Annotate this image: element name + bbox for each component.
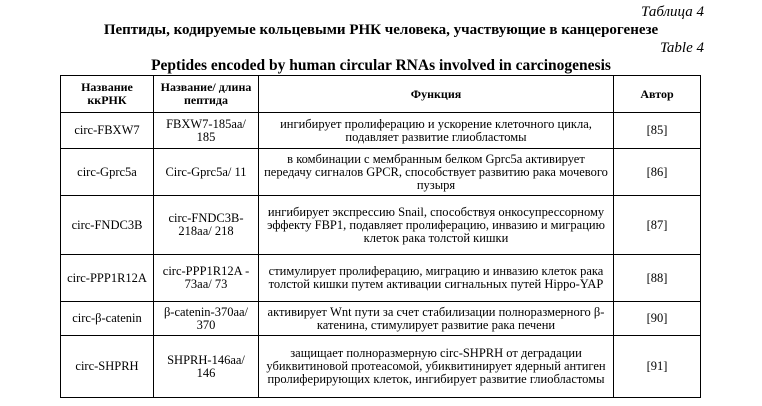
- table-label-en: Table 4: [659, 40, 704, 56]
- table-row: [61, 255, 701, 302]
- cell-name: circ-PPP1R12A: [61, 255, 154, 302]
- cell-name: circ-SHPRH: [61, 336, 154, 398]
- table-label-ru: Таблица 4: [641, 4, 704, 20]
- cell-peptide: circ-FNDC3B-218aa/ 218: [154, 196, 259, 255]
- cell-name: circ-Gprc5a: [61, 149, 154, 196]
- table-row: [61, 196, 701, 255]
- table-row: [61, 302, 701, 336]
- cell-author: [87]: [614, 196, 701, 255]
- cell-author: [85]: [614, 113, 701, 149]
- cell-author: [88]: [614, 255, 701, 302]
- cell-function: ингибирует экспрессию Snail, способствуя онкосупрессорному эффекту FBP1, подавляет пролиферацию, инвазию и миграцию клеток рака толстой кишки: [259, 196, 614, 255]
- cell-name: circ-β-catenin: [61, 302, 154, 336]
- cell-peptide: FBXW7-185aa/ 185: [154, 113, 259, 149]
- table-row: [61, 149, 701, 196]
- cell-name: circ-FBXW7: [61, 113, 154, 149]
- cell-peptide: β-catenin-370aa/ 370: [154, 302, 259, 336]
- header-function: Функция: [259, 76, 614, 113]
- header-name: Название ккРНК: [61, 76, 154, 113]
- cell-author: [90]: [614, 302, 701, 336]
- cell-author: [86]: [614, 149, 701, 196]
- header-author: Автор: [614, 76, 701, 113]
- cell-author: [91]: [614, 336, 701, 398]
- table-title-ru: Пептиды, кодируемые кольцевыми РНК человека, участвующие в канцерогенезе: [103, 22, 659, 38]
- table-row: [61, 336, 701, 398]
- cell-function: стимулирует пролиферацию, миграцию и инвазию клеток рака толстой кишки путем активации сигнальных путей Hippo-YAP: [259, 255, 614, 302]
- table-row: [61, 113, 701, 149]
- cell-function: ингибирует пролиферацию и ускорение клеточного цикла, подавляет развитие глиобластомы: [259, 113, 614, 149]
- cell-name: circ-FNDC3B: [61, 196, 154, 255]
- table-header-row: [61, 76, 701, 113]
- peptides-table: [60, 75, 701, 398]
- cell-peptide: circ-PPP1R12A - 73aa/ 73: [154, 255, 259, 302]
- table-title-en: Peptides encoded by human circular RNAs involved in carcinogenesis: [151, 57, 611, 74]
- cell-function: активирует Wnt пути за счет стабилизации полноразмерного β-катенина, стимулирует развитие рака печени: [259, 302, 614, 336]
- cell-function: защищает полноразмерную circ-SHPRH от деградации убиквитиновой протеасомой, убиквитинирует ядерный антиген пролиферирующих клеток, ингибирует развитие глиобластомы: [259, 336, 614, 398]
- cell-peptide: Circ-Gprc5a/ 11: [154, 149, 259, 196]
- header-peptide: Название/ длина пептида: [154, 76, 259, 113]
- cell-peptide: SHPRH-146aa/ 146: [154, 336, 259, 398]
- cell-function: в комбинации с мембранным белком Gprc5a активирует передачу сигналов GPCR, способствует развитию рака мочевого пузыря: [259, 149, 614, 196]
